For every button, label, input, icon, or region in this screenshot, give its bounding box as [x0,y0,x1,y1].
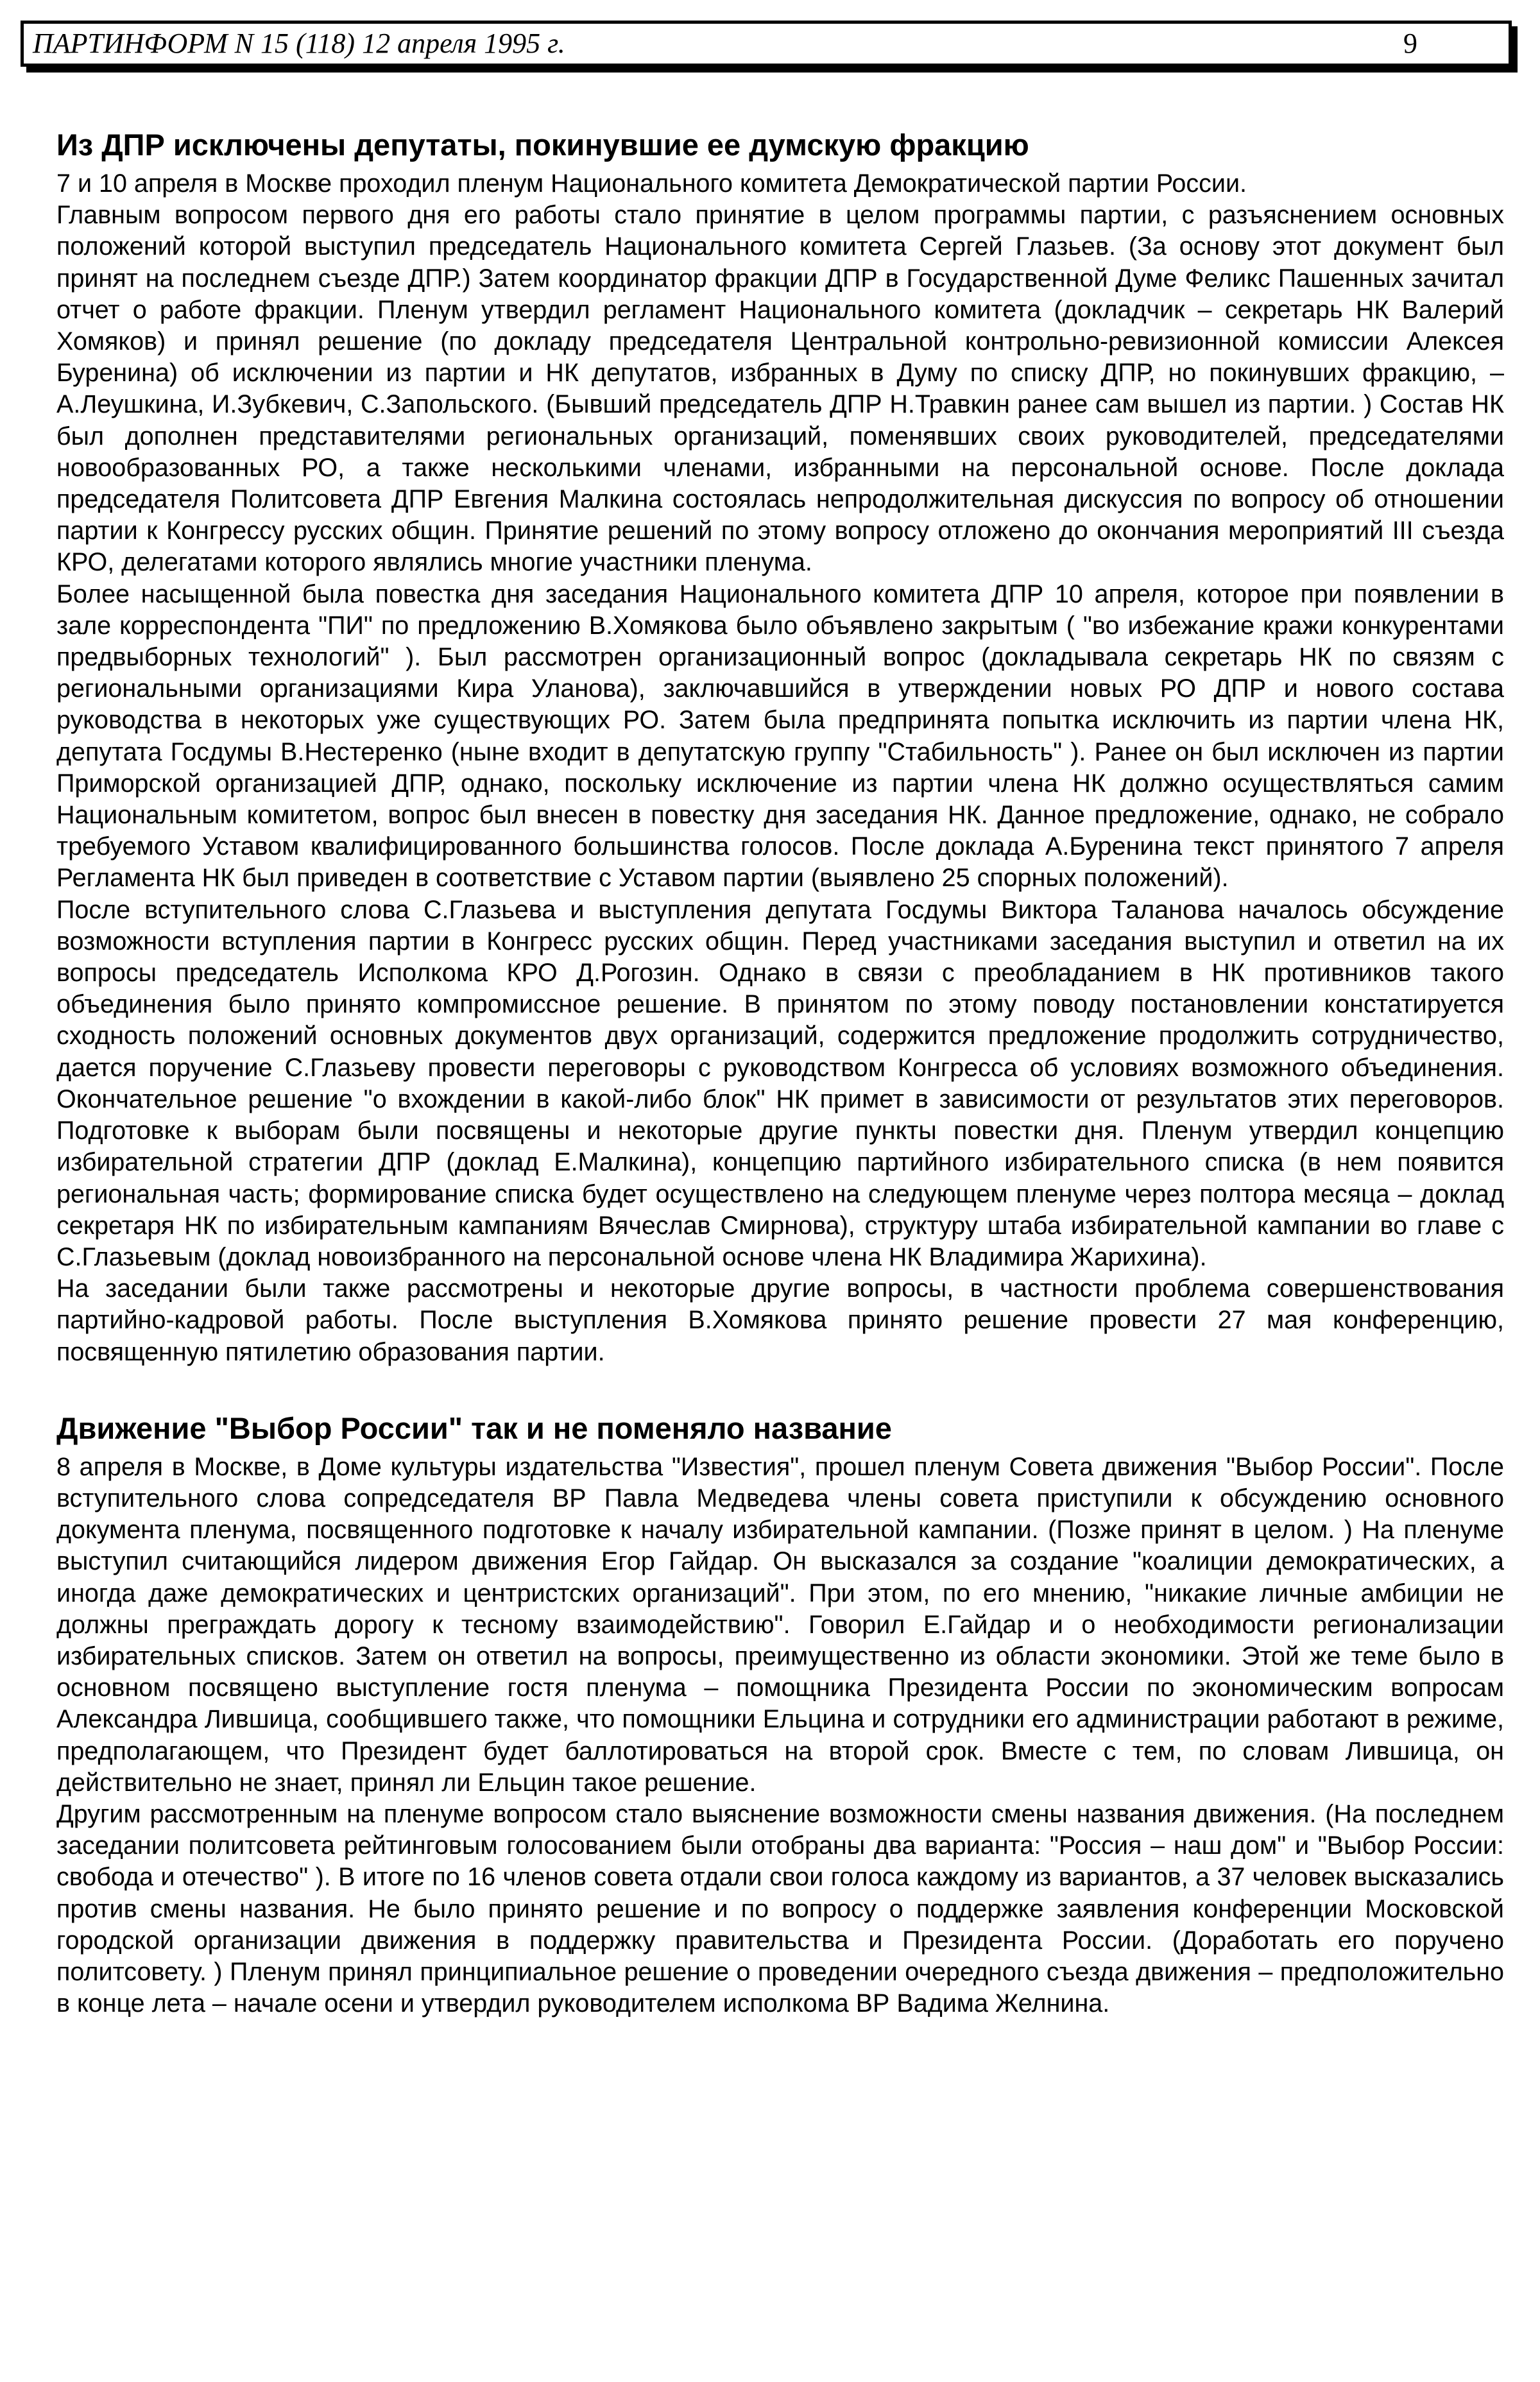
page-header [21,21,1512,67]
article-vybor-rossii [56,1409,1504,2020]
article-headline: Движение "Выбор России" так и не поменяло название [56,1410,892,1445]
page-number: 9 [1403,28,1417,59]
article-paragraph: Другим рассмотренным на пленуме вопросом стало выяснение возможности смены названия движения. (На последнем заседании политсовета рейтинговым голосованием были отобраны два варианта: "Россия – наш дом" и "Выбор России: свобода и отечество" ). В итоге по 16 членов совета отдали свои голоса каждому из вариантов, а 37 человек высказались против смены названия. Не было принято решение и по вопросу о поддержке заявления конференции Московской городской организации движения в поддержку правительства и Президента России. (Доработать его поручено политсовету. ) Пленум принял принципиальное решение о проведении очередного съезда движения – предположительно в конце лета – начале осени и утвердил руководителем исполкома ВР Вадима Желнина. [56,1799,1504,2018]
article-paragraph: Более насыщенной была повестка дня заседания Национального комитета ДПР 10 апреля, которое при появлении в зале корреспондента "ПИ" по предложению В.Хомякова было объявлено закрытым ( "во избежание кражи конкурентами предвыборных технологий" ). Был рассмотрен организационный вопрос (докладывала секретарь НК по связям с региональными организациями Кира Уланова), заключавшийся в утверждении новых РО ДПР и нового состава руководства в некоторых уже существующих РО. Затем была предпринята попытка исключить из партии члена НК, депутата Госдумы В.Нестеренко (ныне входит в депутатскую группу "Стабильность" ). Ранее он был исключен из партии Приморской организацией ДПР, однако, поскольку исключение из партии члена НК должно осуществляться самим Национальным комитетом, вопрос был внесен в повестку дня заседания НК. Данное предложение, однако, не собрало требуемого Уставом квалифицированного большинства голосов. После доклада А.Буренина текст принятого 7 апреля Регламента НК был приведен в соответствие с Уставом партии (выявлено 25 спорных положений). [56,579,1504,893]
publication-title: ПАРТИНФОРМ N 15 (118) 12 апреля 1995 г. [33,28,565,59]
article-paragraph: 8 апреля в Москве, в Доме культуры издательства "Известия", прошел пленум Совета движения "Выбор России". После вступительного слова сопредседателя ВР Павла Медведева члены совета приступили к обсуждению основного документа пленума, посвященного подготовке к началу избирательной кампании. (Позже принят в целом. ) На пленуме выступил считающийся лидером движения Егор Гайдар. Он высказался за создание "коалиции демократических, а иногда даже демократических и центристских организаций". При этом, по его мнению, "никакие личные амбиции не должны преграждать дорогу к тесному взаимодействию". Говорил Е.Гайдар и о необходимости регионализации избирательных списков. Затем он ответил на вопросы, преимущественно из области экономики. Этой же теме было в основном посвящено выступление гостя пленума – помощника Президента России по экономическим вопросам Александра Лившица, сообщившего также, что помощники Ельцина и сотрудники его администрации работают в режиме, предполагающем, что Президент будет баллотироваться на второй срок. Вместе с тем, по словам Лившица, он действительно не знает, принял ли Ельцин такое решение. [56,1452,1504,1797]
article-paragraph: Главным вопросом первого дня его работы стало принятие в целом программы партии, с разъяснением основных положений которой выступил председатель Национального комитета Сергей Глазьев. (За основу этот документ был принят на последнем съезде ДПР.) Затем координатор фракции ДПР в Государственной Думе Феликс Пашенных зачитал отчет о работе фракции. Пленум утвердил регламент Национального комитета (докладчик – секретарь НК Валерий Хомяков) и принял решение (по докладу председателя Центральной контрольно-ревизионной комиссии Алексея Буренина) об исключении из партии и НК депутатов, избранных в Думу по списку ДПР, но покинувших фракцию, – А.Леушкина, И.Зубкевич, С.Запольского. (Бывший председатель ДПР Н.Травкин ранее сам вышел из партии. ) Состав НК был дополнен представителями региональных организаций, поменявших своих руководителей, председателями новообразованных РО, а также несколькими членами, избранными на персональной основе. После доклада председателя Политсовета ДПР Евгения Малкина состоялась непродолжительная дискуссия по вопросу об отношении партии к Конгрессу русских общин. Принятие решений по этому вопросу отложено до окончания мероприятий III съезда КРО, делегатами которого являлись многие участники пленума. [56,201,1504,577]
article-headline: Из ДПР исключены депутаты, покинувшие ее думскую фракцию [56,128,1029,162]
article-paragraph: 7 и 10 апреля в Москве проходил пленум Национального комитета Демократической партии России. [56,169,1247,198]
article-dpr [56,126,1504,1368]
article-paragraph: На заседании были также рассмотрены и некоторые другие вопросы, в частности проблема совершенствования партийно-кадровой работы. После выступления В.Хомякова принято решение провести 27 мая конференцию, посвященную пятилетию образования партии. [56,1274,1504,1366]
page-content [56,126,1504,2061]
article-paragraph: После вступительного слова С.Глазьева и выступления депутата Госдумы Виктора Таланова началось обсуждение возможности вступления партии в Конгресс русских общин. Перед участниками заседания выступил и ответил на их вопросы председатель Исполкома КРО Д.Рогозин. Однако в связи с преобладанием в НК противников такого объединения было принято компромиссное решение. В принятом по этому поводу постановлении констатируется сходность положений основных документов двух организаций, содержится предложение продолжить сотрудничество, дается поручение С.Глазьеву провести переговоры с руководством Конгресса об условиях возможного объединения. Окончательное решение "о вхождении в какой-либо блок" НК примет в зависимости от результатов этих переговоров. Подготовке к выборам были посвящены и некоторые другие пункты повестки дня. Пленум утвердил концепцию избирательной стратегии ДПР (доклад Е.Малкина), концепцию партийного избирательного списка (в нем появится региональная часть; формирование списка будет осуществлено на следующем пленуме через полтора месяца – доклад секретаря НК по избирательным кампаниям Вячеслав Смирнова), структуру штаба избирательной кампании во главе с С.Глазьевым (доклад новоизбранного на персональной основе члена НК Владимира Жарихина). [56,895,1504,1271]
